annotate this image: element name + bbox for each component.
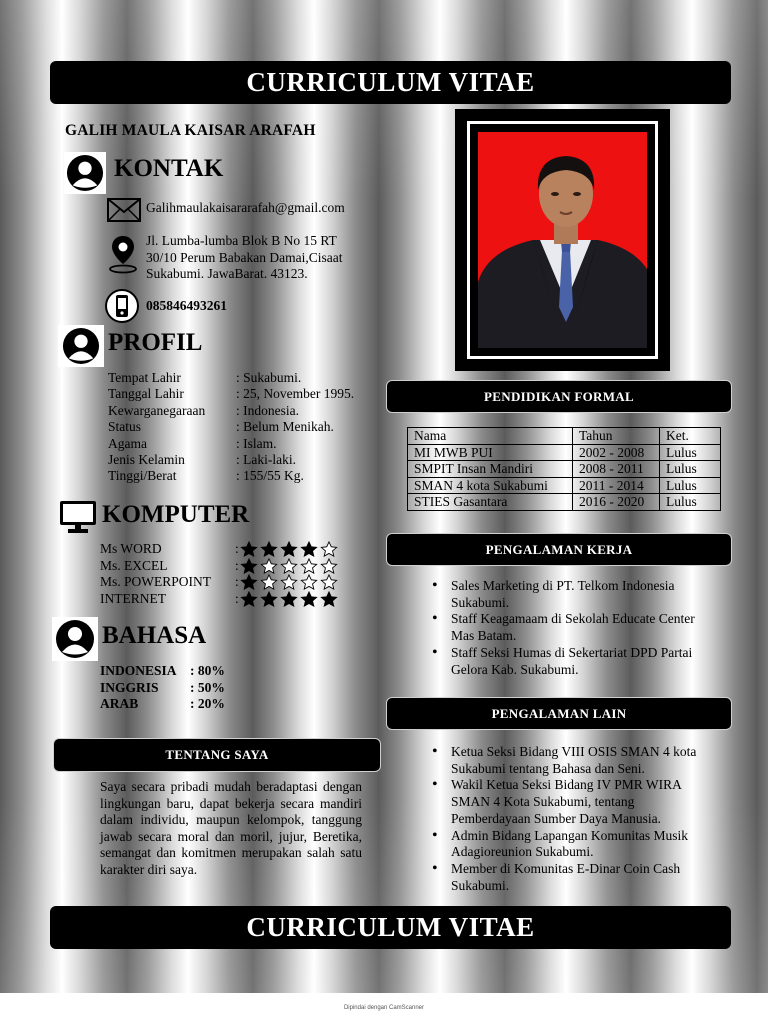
photo-border [467,121,658,359]
star-filled-icon [279,541,299,557]
profil-label: Kewarganegaraan [108,402,206,418]
person-icon [64,152,106,194]
list-item: • Ketua Seksi Bidang VIII OSIS SMAN 4 kota Sukabumi tentang Bahasa dan Seni. [428,744,710,777]
language-value: : 80% [190,663,225,678]
star-filled-icon [239,558,259,574]
star-empty-icon [319,541,339,557]
language-label: INGGRIS [100,679,159,695]
skill-colon: : [235,590,239,606]
education-table [407,427,721,511]
address-block [146,233,342,283]
language-row [100,696,225,713]
list-item: • Member di Komunitas E-Dinar Coin Cash Sukabumi. [428,861,710,894]
profil-row [108,419,354,435]
profil-label: Status [108,419,142,435]
table-cell: 2008 - 2011 [573,461,660,478]
skill-colon: : [235,541,239,556]
profil-value: : 155/55 Kg. [236,468,304,484]
table-cell: 2002 - 2008 [573,444,660,461]
list-item: • Sales Marketing di PT. Telkom Indonesia Sukabumi. [428,578,696,611]
address-line: Jl. Lumba-lumba Blok B No 15 RT [146,233,337,248]
language-label: INDONESIA [100,663,177,678]
email-text: Galihmaulakaisararafah@gmail.com [146,200,345,215]
profil-label: Tinggi/Berat [108,468,177,484]
profil-label: Tempat Lahir [108,370,181,385]
table-header: Tahun [573,428,660,445]
work-experience-list [428,578,696,678]
profil-label: Jenis Kelamin [108,452,185,468]
person-portrait-icon [478,132,647,348]
star-empty-icon [299,558,319,574]
komputer-title: KOMPUTER [102,501,250,528]
profil-title: PROFIL [108,329,203,356]
star-filled-icon [299,541,319,557]
table-cell: 2011 - 2014 [573,477,660,494]
profil-value: : Laki-laki. [236,452,296,468]
person-name: GALIH MAULA KAISAR ARAFAH [65,122,316,139]
language-label: ARAB [100,696,139,711]
table-header: Ket. [660,428,721,445]
pengalaman-kerja-bar: PENGALAMAN KERJA [386,533,732,566]
table-cell: Lulus [660,477,721,494]
table-cell: Lulus [660,494,721,511]
star-rating [239,541,339,557]
person-icon [58,325,104,367]
profil-list [108,370,354,485]
table-cell: Lulus [660,461,721,478]
profile-photo [478,132,647,348]
profil-row [108,370,354,386]
profil-value: : Belum Menikah. [236,419,334,435]
monitor-icon [58,499,98,535]
star-filled-icon [239,591,259,607]
bahasa-list [100,663,225,713]
mail-icon [106,197,142,223]
table-cell: Lulus [660,444,721,461]
skill-row [100,541,339,558]
skill-row [100,591,339,608]
person-icon [52,617,98,661]
table-cell: SMAN 4 kota Sukabumi [408,477,573,494]
star-empty-icon [299,574,319,590]
location-pin-icon [106,234,140,274]
list-item: • Wakil Ketua Seksi Bidang IV PMR WIRA SMAN 4 Kota Sukabumi, tentang Pemberdayaan Sumber Daya Manusia. [428,777,710,827]
footer-banner: CURRICULUM VITAE [50,906,731,949]
star-rating [239,574,339,590]
profil-value: : Sukabumi. [236,370,302,385]
star-empty-icon [259,574,279,590]
star-empty-icon [319,558,339,574]
photo-frame [455,109,670,371]
star-filled-icon [279,591,299,607]
star-rating [239,558,339,574]
star-rating [239,591,339,607]
skill-row [100,574,339,591]
kontak-title: KONTAK [114,155,224,182]
profil-row [108,436,354,452]
table-header-row [408,428,721,445]
tentang-saya-bar: TENTANG SAYA [53,738,381,772]
table-cell: 2016 - 2020 [573,494,660,511]
star-filled-icon [259,591,279,607]
language-row [100,663,225,680]
profil-row [108,452,354,468]
star-filled-icon [259,541,279,557]
skill-row [100,558,339,575]
star-empty-icon [259,558,279,574]
profil-value: : Indonesia. [236,402,299,418]
language-value: : 20% [190,696,225,711]
language-value: : 50% [190,679,225,695]
skill-label: Ms. EXCEL [100,557,168,573]
profil-label: Agama [108,435,147,451]
table-row [408,494,721,511]
table-cell: SMPIT Insan Mandiri [408,461,573,478]
skill-label: Ms. POWERPOINT [100,574,212,589]
profil-value: : Islam. [236,435,277,451]
pengalaman-lain-bar: PENGALAMAN LAIN [386,697,732,730]
profil-row [108,386,354,402]
profil-row [108,468,354,484]
table-cell: STIES Gasantara [408,494,573,511]
profil-value: : 25, November 1995. [236,386,355,402]
profil-label: Tanggal Lahir [108,386,184,402]
header-banner: CURRICULUM VITAE [50,61,731,104]
list-item: • Admin Bidang Lapangan Komunitas Musik Adagioreunion Sukabumi. [428,828,710,861]
table-header: Nama [408,428,573,445]
phone-icon [103,289,141,323]
skill-colon: : [235,557,239,573]
skill-label: INTERNET [100,590,166,606]
komputer-skills [100,541,339,607]
profil-row [108,403,354,419]
address-line: 30/10 Perum Babakan Damai,Cisaat [146,249,343,265]
table-row [408,444,721,461]
star-filled-icon [299,591,319,607]
bahasa-title: BAHASA [102,622,207,649]
star-empty-icon [279,558,299,574]
pendidikan-formal-bar: PENDIDIKAN FORMAL [386,380,732,413]
skill-label: Ms WORD [100,541,162,556]
about-text: Saya secara pribadi mudah beradaptasi dengan lingkungan baru, dapat bekerja secara mandiri dalam individu, maupun kelompok, tanggung jawab secara moral dan moril, jujur, Beretika, semangat dan komitmen merupakan salah satu karakter diri saya. [100,779,362,877]
star-empty-icon [319,574,339,590]
table-row [408,461,721,478]
star-filled-icon [239,574,259,590]
list-item: • Staff Seksi Humas di Sekertariat DPD Partai Gelora Kab. Sukabumi. [428,645,696,678]
scanner-watermark: Dipindai dengan CamScanner [343,1005,425,1011]
address-line: Sukabumi. JawaBarat. 43123. [146,266,308,281]
skill-colon: : [235,574,239,589]
table-row [408,477,721,494]
other-experience-list [428,744,710,894]
star-empty-icon [279,574,299,590]
list-item: • Staff Keagamaam di Sekolah Educate Center Mas Batam. [428,611,696,644]
star-filled-icon [239,541,259,557]
table-cell: MI MWB PUI [408,444,573,461]
star-filled-icon [319,591,339,607]
phone-number: 085846493261 [146,298,227,313]
language-row [100,680,225,697]
